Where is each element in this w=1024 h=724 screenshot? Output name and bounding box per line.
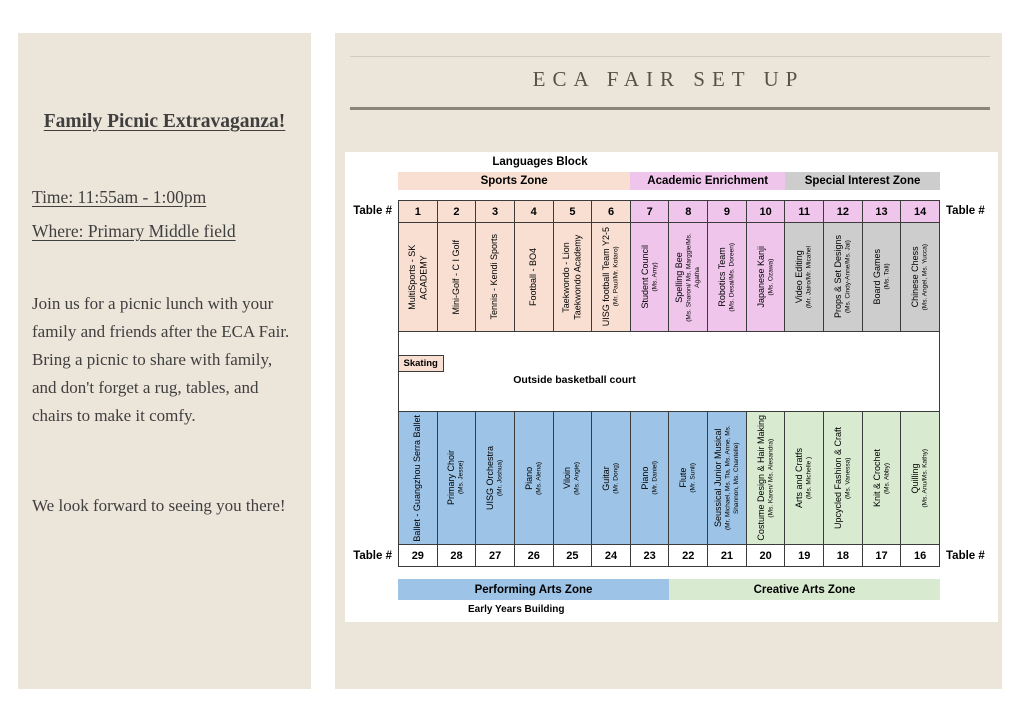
activity-cell-table-28 bbox=[437, 412, 476, 544]
bottom-zone-bars bbox=[398, 579, 940, 600]
activity-text bbox=[872, 449, 892, 507]
activity-cell-table-3 bbox=[475, 223, 514, 331]
court-label: Outside basketball court bbox=[513, 374, 636, 386]
activity-name: Robotics Team bbox=[716, 247, 727, 307]
activity-cell-table-5 bbox=[553, 223, 592, 331]
activity-staff: (Ms. Anu/Ms. Kathy) bbox=[921, 448, 929, 508]
activity-text bbox=[561, 225, 584, 330]
activity-staff: (Ms. Jesse) bbox=[457, 461, 465, 495]
early-years-label: Early Years Building bbox=[468, 604, 565, 615]
activity-cell-table-23 bbox=[630, 412, 669, 544]
table-number-cell-10: 10 bbox=[746, 201, 785, 222]
picnic-body: Join us for a picnic lunch with your family and friends after the ECA Fair. Bring a picnic to share with family, and don't forget a rug, tables, and chairs to make it comfy. bbox=[32, 294, 290, 425]
activity-text bbox=[451, 240, 462, 315]
table-number-cell-6: 6 bbox=[591, 201, 630, 222]
activity-text bbox=[678, 463, 698, 493]
activity-cell-table-16 bbox=[900, 412, 939, 544]
activity-name: Video Editing bbox=[794, 250, 805, 304]
activity-name: Taekwondo - Lion Taekwondo Academy bbox=[561, 234, 583, 320]
activity-name: UISG Orchestra bbox=[485, 445, 496, 510]
table-number-cell-21: 21 bbox=[707, 545, 746, 566]
activity-cell-table-25 bbox=[553, 412, 592, 544]
activity-name: Ballet - Guangzhou Serra Ballet bbox=[412, 414, 423, 542]
activity-name: Viloin bbox=[562, 467, 573, 489]
picnic-closing: We look forward to seeing you there! bbox=[32, 496, 286, 515]
bottom-number-row bbox=[398, 545, 940, 567]
activity-name: Flute bbox=[678, 468, 689, 489]
fair-table bbox=[353, 156, 985, 615]
activity-cell-table-29 bbox=[399, 412, 437, 544]
activity-text bbox=[412, 415, 423, 542]
activity-text bbox=[713, 414, 742, 542]
picnic-time: Time: 11:55am - 1:00pm bbox=[32, 187, 207, 207]
table-number-cell-2: 2 bbox=[437, 201, 476, 222]
activity-cell-table-21 bbox=[707, 412, 746, 544]
activity-name: Board Games bbox=[871, 249, 882, 305]
activity-text bbox=[910, 449, 930, 508]
activity-staff: (Ms. Angel, Ms. Yucca) bbox=[921, 243, 929, 311]
activity-cell-table-13 bbox=[862, 223, 901, 331]
activity-staff: (Ms. Sharoni/ Ms. Marggie/Ms. Agatha bbox=[685, 232, 701, 322]
activity-staff: (Ms. Tali) bbox=[882, 263, 890, 291]
activity-name: Props & Set Designs bbox=[832, 235, 843, 319]
activity-staff: (Mr. Jairo/Mr. Micahel bbox=[805, 245, 813, 309]
activity-text bbox=[485, 446, 505, 510]
activity-staff: (Ms. Alena) bbox=[534, 461, 542, 495]
activity-text bbox=[910, 244, 930, 310]
activity-text bbox=[640, 461, 660, 495]
activity-text bbox=[524, 462, 544, 495]
activity-name: Primary Choir bbox=[446, 450, 457, 506]
activity-staff: (Mr. Paul/Mr. Kotaro) bbox=[612, 247, 620, 307]
activity-text bbox=[872, 249, 892, 305]
activity-text bbox=[833, 235, 853, 318]
activity-text bbox=[756, 415, 776, 541]
activity-cell-table-17 bbox=[862, 412, 901, 544]
activity-name: Chinese Chess bbox=[910, 246, 921, 308]
activity-name: Football - BO4 bbox=[528, 247, 539, 307]
activity-name: Spelling Bee bbox=[673, 251, 684, 303]
activity-cell-table-18 bbox=[823, 412, 862, 544]
table-number-cell-23: 23 bbox=[630, 545, 669, 566]
activity-text bbox=[640, 245, 660, 309]
activity-name: Guitar bbox=[601, 465, 612, 491]
eca-fair-panel bbox=[335, 33, 1002, 689]
activity-name: Costume Design & Hair Making bbox=[755, 415, 766, 541]
activity-text bbox=[794, 246, 814, 308]
table-number-cell-22: 22 bbox=[668, 545, 707, 566]
picnic-title: Family Picnic Extravaganza! bbox=[43, 111, 286, 132]
table-number-cell-1: 1 bbox=[399, 201, 437, 222]
skating-badge: Skating bbox=[398, 355, 444, 372]
table-number-cell-5: 5 bbox=[553, 201, 592, 222]
table-number-label-bottom-right: Table # bbox=[946, 550, 985, 562]
activity-cell-table-24 bbox=[591, 412, 630, 544]
zone-bar-performing-arts-zone: Performing Arts Zone bbox=[398, 579, 669, 600]
picnic-where: Where: Primary Middle field bbox=[32, 221, 236, 241]
activity-text bbox=[674, 225, 703, 330]
activity-text bbox=[446, 450, 466, 505]
table-number-cell-18: 18 bbox=[823, 545, 862, 566]
activity-name: Seussical Junior Musical bbox=[712, 428, 723, 528]
table-number-cell-8: 8 bbox=[668, 201, 707, 222]
table-number-cell-24: 24 bbox=[591, 545, 630, 566]
activity-name: Upcycled Fashion & Craft bbox=[832, 426, 843, 530]
title-rule-top bbox=[350, 56, 990, 57]
fair-layout-chart bbox=[345, 152, 998, 622]
activity-name: Quilling bbox=[910, 463, 921, 494]
activity-name: Student Council bbox=[639, 245, 650, 309]
activity-cell-table-19 bbox=[784, 412, 823, 544]
activity-name: Piano bbox=[639, 466, 650, 490]
activity-text bbox=[756, 246, 776, 308]
table-number-label-top-left: Table # bbox=[353, 205, 392, 217]
activity-text bbox=[794, 448, 814, 508]
top-zone-bars bbox=[398, 172, 940, 190]
activity-name: Tennis - Kendi Sports bbox=[489, 234, 500, 320]
bottom-activity-row bbox=[398, 412, 940, 545]
table-number-cell-19: 19 bbox=[784, 545, 823, 566]
activity-cell-table-4 bbox=[514, 223, 553, 331]
activity-staff: (Mr. Joshua) bbox=[496, 459, 504, 497]
activity-staff: (Ms. Cindy-Anne/Ms. Jai) bbox=[844, 240, 852, 314]
table-number-cell-17: 17 bbox=[862, 545, 901, 566]
table-number-cell-7: 7 bbox=[630, 201, 669, 222]
activity-text bbox=[407, 225, 430, 330]
activity-cell-table-20 bbox=[746, 412, 785, 544]
activity-text bbox=[489, 234, 500, 320]
activity-staff: (Ms. Abby) bbox=[882, 462, 890, 494]
top-number-row bbox=[398, 200, 940, 222]
table-number-cell-20: 20 bbox=[746, 545, 785, 566]
activity-cell-table-1 bbox=[399, 223, 437, 331]
activity-name: Arts and Cratfs bbox=[794, 447, 805, 509]
activity-staff: (Ms. Amy) bbox=[650, 262, 658, 292]
table-number-cell-16: 16 bbox=[900, 545, 939, 566]
activity-text bbox=[601, 227, 621, 326]
table-number-cell-11: 11 bbox=[784, 201, 823, 222]
activity-cell-table-10 bbox=[746, 223, 785, 331]
activity-text bbox=[601, 463, 621, 494]
activity-cell-table-11 bbox=[784, 223, 823, 331]
top-activity-row bbox=[398, 222, 940, 332]
activity-name: UISG football Team Y2-5 bbox=[601, 227, 612, 327]
title-rule-bottom bbox=[350, 107, 990, 110]
activity-staff: (Mr. Michael, Ms. Tia, Ms. Anne, Ms. Shannon, Ms. Chantelle) bbox=[723, 425, 740, 531]
activity-staff: (Ms. Ozawa) bbox=[766, 258, 774, 296]
activity-cell-table-12 bbox=[823, 223, 862, 331]
table-number-cell-13: 13 bbox=[862, 201, 901, 222]
activity-cell-table-9 bbox=[707, 223, 746, 331]
table-number-cell-27: 27 bbox=[475, 545, 514, 566]
activity-text bbox=[833, 427, 853, 529]
table-number-cell-14: 14 bbox=[900, 201, 939, 222]
table-number-cell-9: 9 bbox=[707, 201, 746, 222]
table-number-cell-25: 25 bbox=[553, 545, 592, 566]
activity-staff: (Ms. Vanessa) bbox=[844, 457, 852, 499]
activity-cell-table-26 bbox=[514, 412, 553, 544]
activity-staff: (Ms. Angie) bbox=[573, 461, 581, 495]
activity-cell-table-14 bbox=[900, 223, 939, 331]
activity-name: Knit & Crochet bbox=[871, 448, 882, 508]
activity-cell-table-8 bbox=[668, 223, 707, 331]
activity-text bbox=[717, 243, 737, 312]
activity-staff: (Mr. Dong) bbox=[612, 462, 620, 494]
activity-staff: (Ms. Karen/ Ms. Alesandra) bbox=[766, 438, 774, 518]
activity-name: Mini-Golf - C I Golf bbox=[450, 239, 461, 315]
picnic-flyer-panel bbox=[18, 33, 311, 689]
activity-cell-table-7 bbox=[630, 223, 669, 331]
table-number-cell-4: 4 bbox=[514, 201, 553, 222]
table-number-cell-12: 12 bbox=[823, 201, 862, 222]
zone-bar-special-interest-zone: Special Interest Zone bbox=[785, 172, 940, 190]
fair-title: ECA FAIR SET UP bbox=[532, 67, 805, 91]
basketball-court-area bbox=[398, 332, 940, 412]
table-number-label-bottom-left: Table # bbox=[353, 550, 392, 562]
zone-bar-sports-zone: Sports Zone bbox=[398, 172, 630, 190]
table-number-cell-28: 28 bbox=[437, 545, 476, 566]
activity-name: Piano bbox=[523, 466, 534, 490]
activity-cell-table-27 bbox=[475, 412, 514, 544]
languages-block-label: Languages Block bbox=[492, 156, 588, 168]
activity-name: MultiSports - SK ACADEMY bbox=[406, 244, 428, 310]
table-number-cell-3: 3 bbox=[475, 201, 514, 222]
activity-staff: (Mr. Sunli) bbox=[689, 463, 697, 493]
zone-bar-academic-enrichment: Academic Enrichment bbox=[630, 172, 785, 190]
table-number-cell-26: 26 bbox=[514, 545, 553, 566]
zone-bar-creative-arts-zone: Creative Arts Zone bbox=[669, 579, 940, 600]
activity-staff: (Ms. Michelle ) bbox=[805, 456, 813, 500]
activity-cell-table-22 bbox=[668, 412, 707, 544]
activity-text bbox=[528, 248, 539, 306]
activity-cell-table-2 bbox=[437, 223, 476, 331]
activity-name: Japanese Kanji bbox=[755, 246, 766, 308]
activity-staff: (Ms. Desai/Ms. Doreen) bbox=[728, 242, 736, 312]
activity-text bbox=[562, 462, 582, 495]
table-number-label-top-right: Table # bbox=[946, 205, 985, 217]
activity-staff: (Mr. Daniel) bbox=[650, 461, 658, 495]
activity-cell-table-6 bbox=[591, 223, 630, 331]
table-number-cell-29: 29 bbox=[399, 545, 437, 566]
